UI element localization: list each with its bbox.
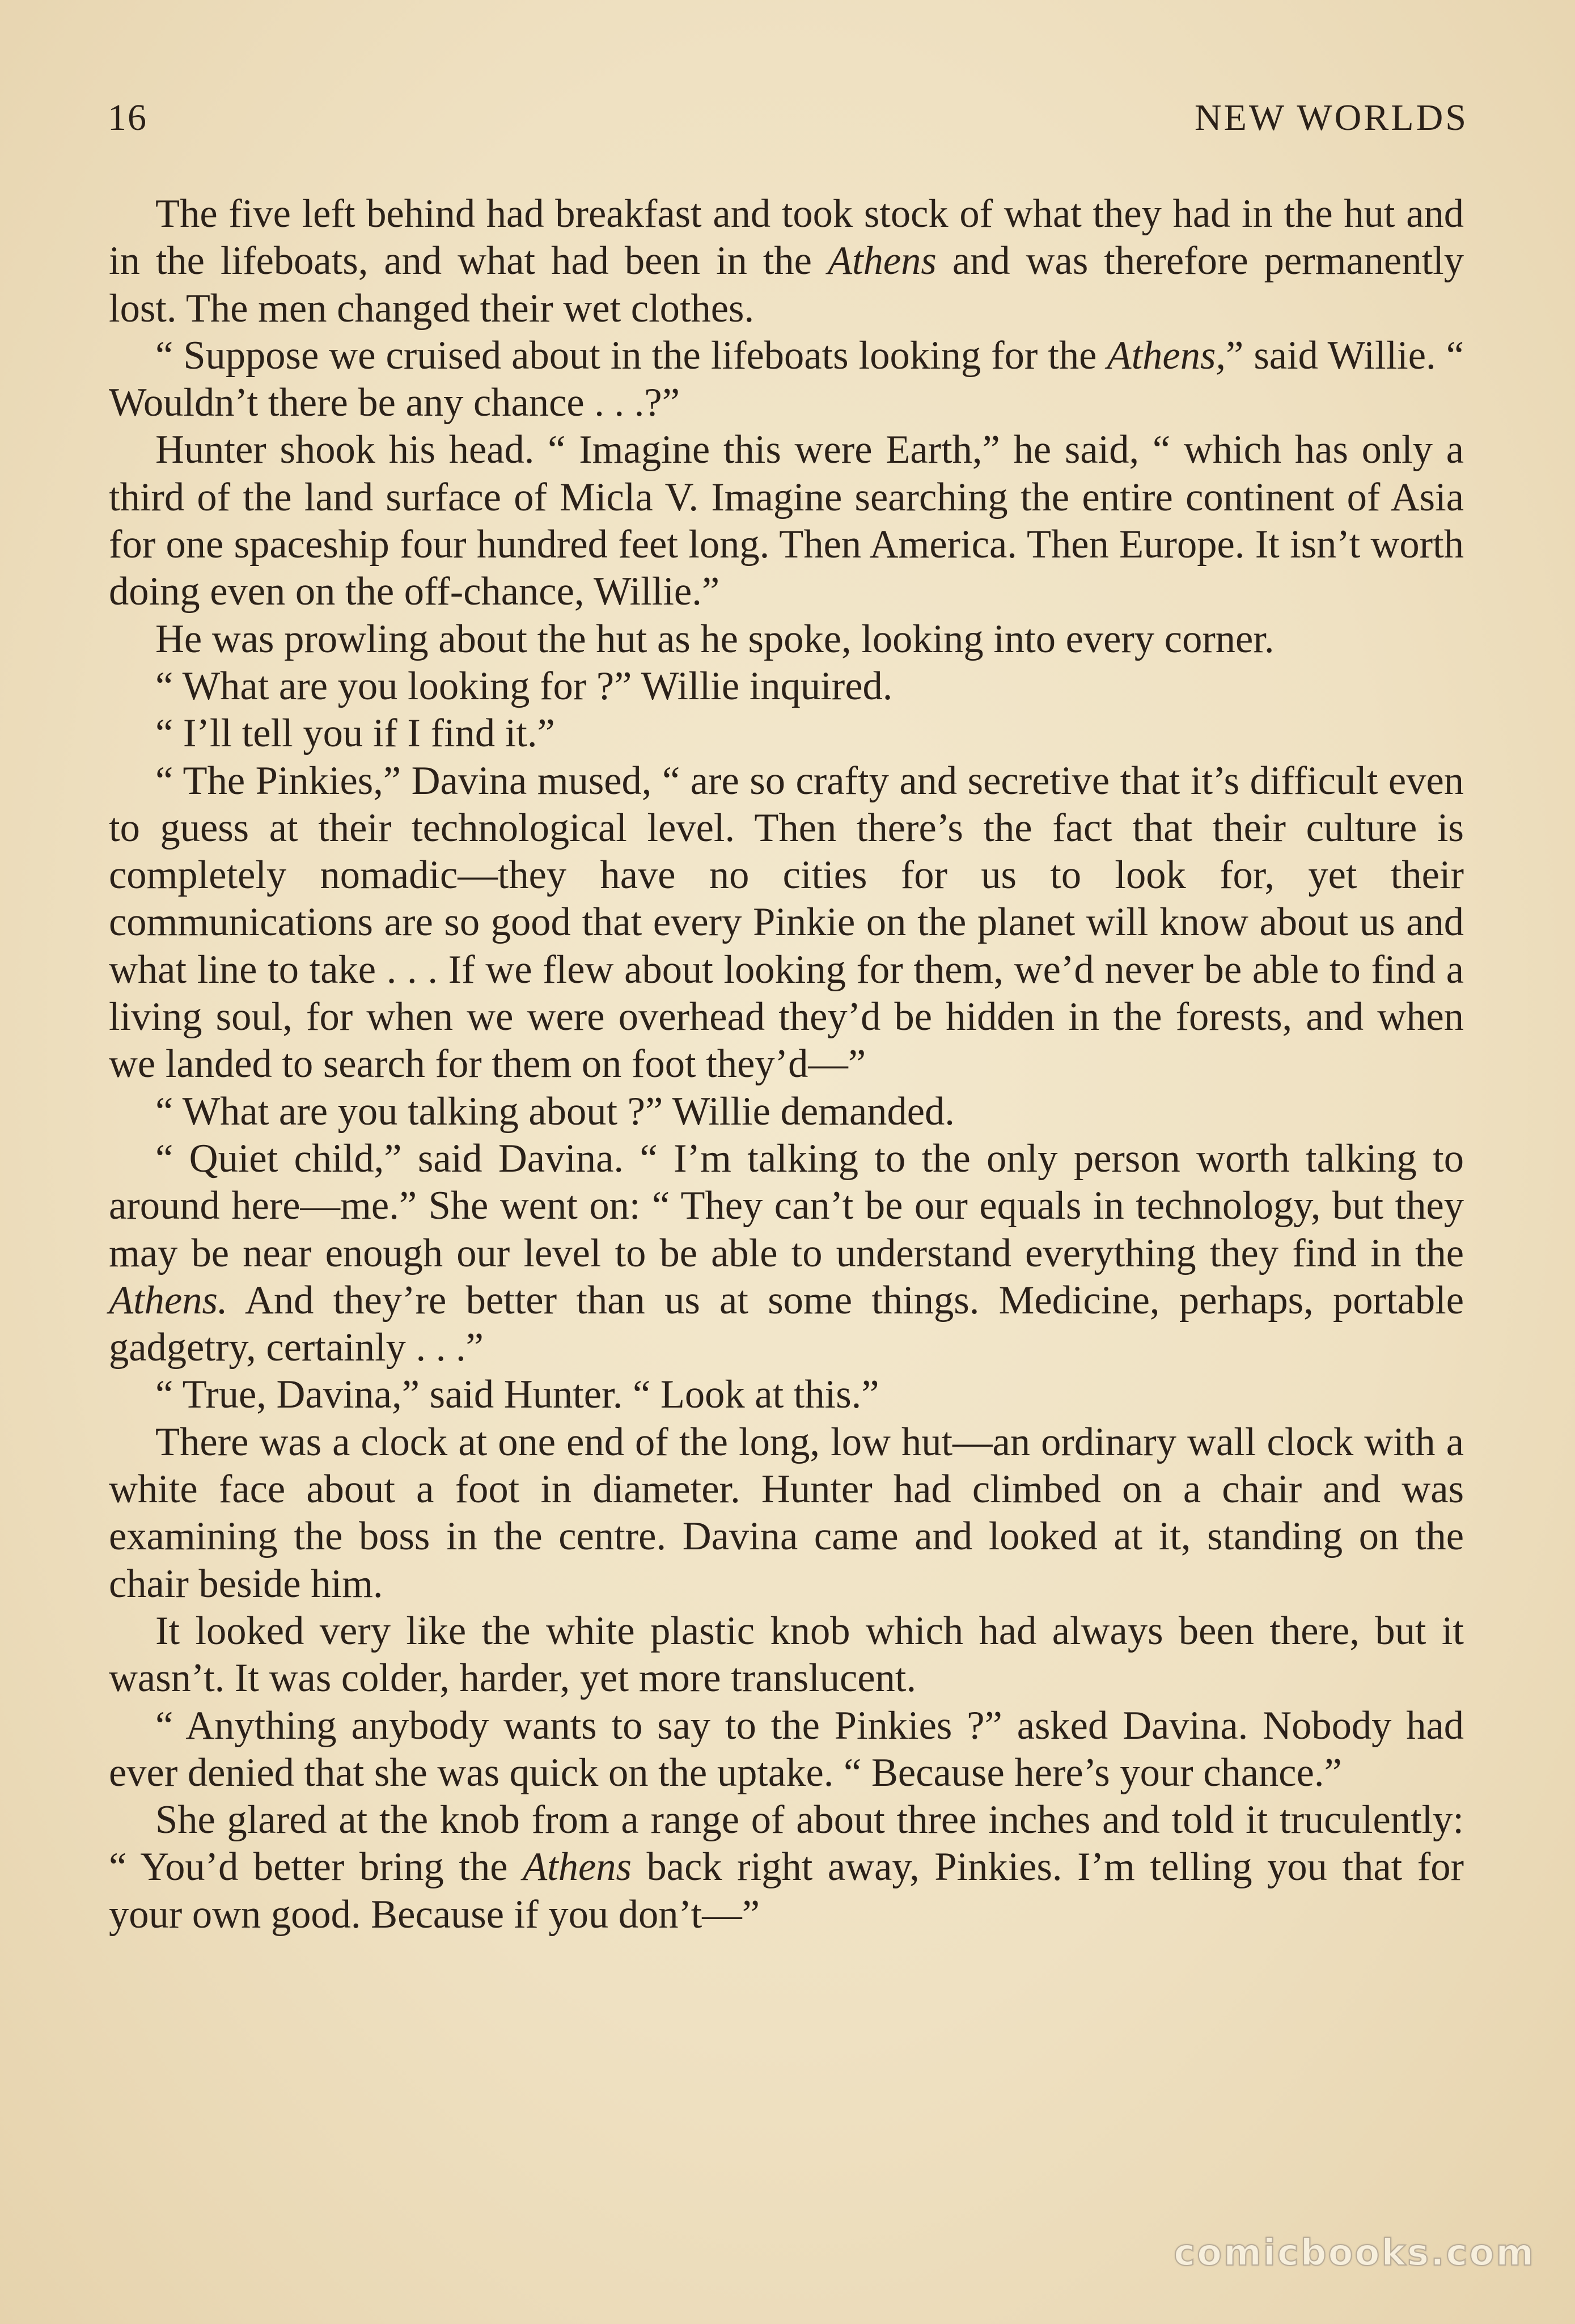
paragraph-text: “ The Pinkies,” Davina mused, “ are so crafty and secretive that it’s difficult even to guess at their technological level. Then there’s the fact that their culture is completely nomadic—they have no cities for us to look for, yet their communications are so good that every Pinkie on the planet will know about us and what line to take . . . If we flew about looking for them, we’d never be able to find a living soul, for when we were overhead they’d be hidden in the forests, and when we landed to search for them on foot they’d—” [109,758,1464,1087]
running-head [108,96,1468,147]
book-title: NEW WORLDS [1194,97,1468,138]
paragraph [109,1702,1464,1797]
paragraph-text: ” said Willie. “ Wouldn’t there be any chance . . .?” [109,333,1464,425]
paragraph [109,1371,1464,1418]
paragraph-text: and was therefore permanently lost. The men changed their wet clothes. [109,239,1464,331]
paragraph [109,332,1464,427]
paragraph-text: It looked very like the white plastic knob which had always been there, but it wasn’t. It was colder, harder, yet more translucent. [109,1608,1464,1701]
paragraph [109,758,1464,1088]
paragraph-text: back right away, Pinkies. I’m telling you that for your own good. Because if you don’t—” [109,1845,1464,1937]
page-number: 16 [108,97,147,138]
paragraph-text: And they’re better than us at some things. Medicine, perhaps, portable gadgetry, certainly . . .” [109,1278,1464,1370]
paragraph-text: “ Quiet child,” said Davina. “ I’m talking to the only person worth talking to around here—me.” She went on: “ They can’t be our equals in technology, but they may be near enough our level to be able to understand everything they find in the [109,1136,1464,1275]
paragraph-text: The five left behind had breakfast and took stock of what they had in the hut and in the lifeboats, and what had been in the [109,192,1464,284]
paragraph [109,1088,1464,1135]
paragraph-text: There was a clock at one end of the long, low hut—an ordinary wall clock with a white face about a foot in diameter. Hunter had climbed on a chair and was examining the boss in the centre. Davina came and looked at it, standing on the chair beside him. [109,1419,1464,1606]
paragraph [109,1797,1464,1938]
paragraph [109,663,1464,710]
paragraph [109,426,1464,615]
paragraph [109,1419,1464,1608]
paragraph [109,191,1464,332]
italic-ship-name: Athens [827,239,937,284]
paragraph-text: He was prowling about the hut as he spoke, looking into every corner. [155,616,1275,661]
paragraph [109,1608,1464,1702]
paragraph-text: “ What are you talking about ?” Willie demanded. [155,1089,955,1134]
paragraph [109,616,1464,663]
paragraph [109,710,1464,757]
paragraph-text: She glared at the knob from a range of about three inches and told it truculently: “ You’d better bring the [109,1798,1464,1890]
paragraph-text: “ What are you looking for ?” Willie inquired. [155,664,893,708]
paragraph-text: “ Anything anybody wants to say to the Pinkies ?” asked Davina. Nobody had ever denied that she was quick on the uptake. “ Because here’s your chance.” [109,1703,1464,1795]
italic-ship-name: Athens, [1107,333,1226,378]
body-text [109,191,1464,1938]
paragraph-text: “ I’ll tell you if I find it.” [155,711,555,756]
paragraph [109,1135,1464,1371]
paragraph-text: “ Suppose we cruised about in the lifeboats looking for the [155,333,1107,378]
paragraph-text: Hunter shook his head. “ Imagine this were Earth,” he said, “ which has only a third of the land surface of Micla V. Imagine searching the entire continent of Asia for one spaceship four hundred feet long. Then America. Then Europe. It isn’t worth doing even on the off-chance, Willie.” [109,428,1464,614]
watermark-logo: comicbooks.com [1174,2232,1535,2274]
italic-ship-name: Athens. [109,1278,228,1322]
paragraph-text: “ True, Davina,” said Hunter. “ Look at this.” [155,1372,879,1417]
italic-ship-name: Athens [523,1845,632,1890]
